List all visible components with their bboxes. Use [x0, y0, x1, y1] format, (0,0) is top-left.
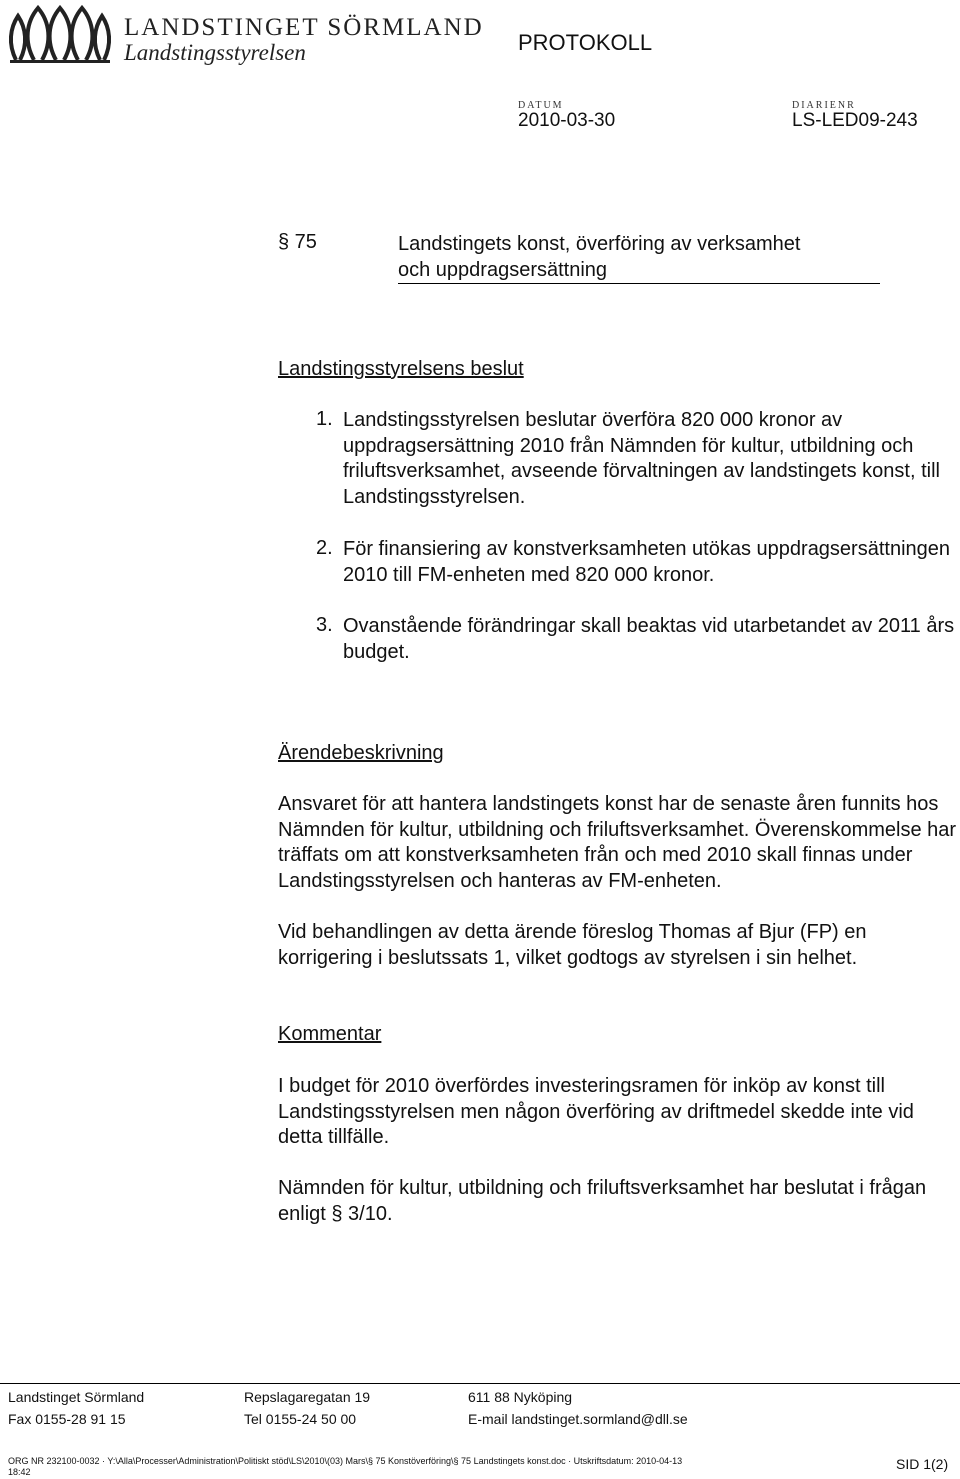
beslut-item-2-text: För finansiering av konstverksamheten utökas uppdragsersättningen 2010 till FM-enheten med 820 000 kronor. [343, 538, 951, 586]
datum-label: DATUM [518, 100, 564, 111]
footer-email: E-mail landstinget.sormland@dll.se [468, 1411, 688, 1427]
arende-heading: Ärendebeskrivning [278, 742, 444, 764]
diarienr-label: DIARIENR [792, 100, 856, 111]
beslut-item-1-number: 1. [316, 408, 333, 430]
footer-meta-line2: 18:42 [8, 1467, 31, 1477]
footer-fax: Fax 0155-28 91 15 [8, 1411, 126, 1427]
footer-postal: 611 88 Nyköping [468, 1389, 573, 1405]
footer-tel: Tel 0155-24 50 00 [244, 1411, 357, 1427]
org-name: LANDSTINGET SÖRMLAND [124, 14, 484, 41]
landsting-logo-icon [6, 4, 114, 64]
beslut-item-3-number: 3. [316, 614, 333, 636]
beslut-item-2-number: 2. [316, 537, 333, 559]
page-number: SID 1(2) [896, 1456, 949, 1472]
footer-address: Repslagaregatan 19 [244, 1389, 371, 1405]
kommentar-paragraph-1: I budget för 2010 överfördes investeringsramen för inköp av konst till Landstingsstyrelsen men någon överföring av driftmedel skedde inte vid detta tillfälle. [278, 1075, 914, 1149]
section-title [398, 231, 880, 284]
document-type: PROTOKOLL [518, 30, 653, 55]
beslut-item-1-text: Landstingsstyrelsen beslutar överföra 820 000 kronor av uppdragsersättning 2010 från Nämnden för kultur, utbildning och friluftsverksamhet, avseende förvaltningen av landstingets konst, till Landstingsstyrelsen. [343, 409, 940, 509]
section-title-line2: och uppdragsersättning [398, 257, 880, 284]
beslut-heading: Landstingsstyrelsens beslut [278, 358, 524, 380]
kommentar-heading: Kommentar [278, 1023, 382, 1045]
org-subtitle: Landstingsstyrelsen [124, 40, 306, 65]
footer-org: Landstinget Sörmland [8, 1389, 145, 1405]
beslut-item-3-text: Ovanstående förändringar skall beaktas vid utarbetandet av 2011 års budget. [343, 615, 955, 663]
section-title-line1: Landstingets konst, överföring av verksamhet [398, 233, 801, 255]
footer-divider [0, 1383, 960, 1384]
diarienr-value: LS-LED09-243 [792, 110, 918, 131]
kommentar-paragraph-2: Nämnden för kultur, utbildning och friluftsverksamhet har beslutat i frågan enligt § 3/10. [278, 1177, 927, 1225]
datum-value: 2010-03-30 [518, 110, 616, 131]
section-number: § 75 [278, 231, 317, 253]
footer-meta-line1: ORG NR 232100-0032 · Y:\Alla\Processer\Administration\Politiskt stöd\LS\2010\(03) Mars\§ 75 Konstöverföring\§ 75 Landstingets konst.doc · Utskriftsdatum: 2010-04-13 [8, 1456, 683, 1466]
arende-paragraph-1: Ansvaret för att hantera landstingets konst har de senaste åren funnits hos Nämnden för kultur, utbildning och friluftsverksamhet. Överenskommelse har träffats om att konstverksamheten från och med 2010 skall finnas under Landstingsstyrelsen och hanteras av FM-enheten. [278, 793, 957, 893]
arende-paragraph-2: Vid behandlingen av detta ärende föreslog Thomas af Bjur (FP) en korrigering i beslutssats 1, vilket godtogs av styrelsen i sin helhet. [278, 921, 867, 969]
